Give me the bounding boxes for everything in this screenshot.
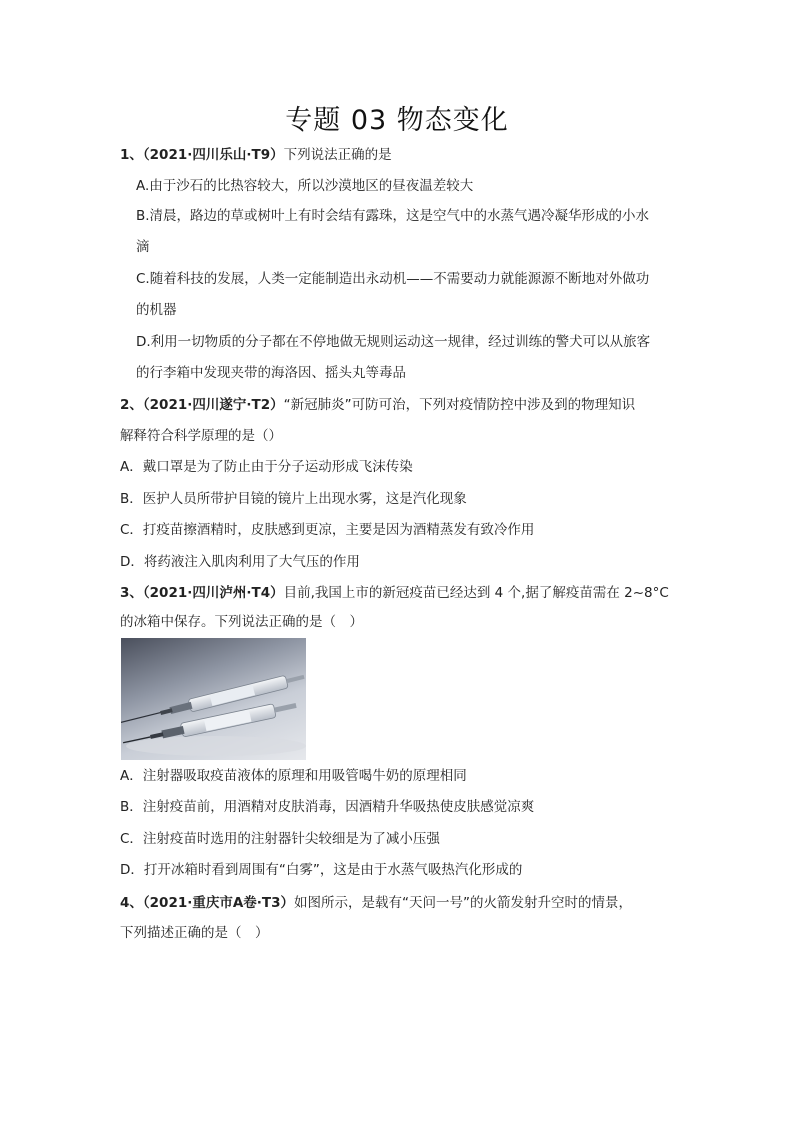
question-source: （2021·四川泸州·T4）	[142, 585, 284, 601]
question-source: （2021·四川乐山·T9）	[142, 147, 284, 163]
question-text: 下列说法正确的是	[283, 147, 392, 163]
q1-option-d: D.利用一切物质的分子都在不停地做无规则运动这一规律，经过训练的警犬可以从旅客	[136, 334, 651, 350]
q3-option-c: C．注射疫苗时选用的注射器针尖较细是为了减小压强	[120, 831, 440, 847]
q1-option-a: A.由于沙石的比热容较大，所以沙漠地区的昼夜温差较大	[136, 178, 474, 194]
page-title: 专题 03 物态变化	[285, 105, 509, 136]
question-4-stem	[120, 893, 680, 913]
question-number: 2、	[120, 397, 143, 413]
question-source: （2021·四川遂宁·T2）	[142, 397, 284, 413]
q2-option-c: C．打疫苗擦酒精时，皮肤感到更凉，主要是因为酒精蒸发有致冷作用	[120, 522, 535, 538]
question-2-stem	[120, 395, 680, 415]
q3-option-d: D．打开冰箱时看到周围有“白雾”，这是由于水蒸气吸热汽化形成的	[120, 862, 523, 878]
q2-option-a: A．戴口罩是为了防止由于分子运动形成飞沫传染	[120, 459, 413, 475]
syringe-illustration	[121, 638, 306, 760]
question-text: 如图所示，是载有“天问一号”的火箭发射升空时的情景，	[294, 895, 633, 911]
question-number: 3、	[120, 585, 143, 601]
q2-option-b: B．医护人员所带护目镜的镜片上出现水雾，这是汽化现象	[120, 491, 467, 507]
question-1-stem	[120, 145, 680, 165]
question-3-stem-cont: 的冰箱中保存。下列说法正确的是（ ）	[120, 614, 363, 630]
q1-option-b-cont: 滴	[136, 239, 150, 255]
vaccine-syringe-photo	[121, 638, 306, 760]
q1-option-b: B.清晨，路边的草或树叶上有时会结有露珠，这是空气中的水蒸气遇冷凝华形成的小水	[136, 208, 650, 224]
q1-option-c-cont: 的机器	[136, 302, 177, 318]
q3-option-b: B．注射疫苗前，用酒精对皮肤消毒，因酒精升华吸热使皮肤感觉凉爽	[120, 799, 535, 815]
question-2-stem-cont: 解释符合科学原理的是（）	[120, 428, 282, 444]
q2-option-d: D．将药液注入肌肉利用了大气压的作用	[120, 554, 360, 570]
q1-option-c: C.随着科技的发展，人类一定能制造出永动机——不需要动力就能源源不断地对外做功	[136, 271, 650, 287]
question-source: （2021·重庆市A卷·T3）	[142, 895, 295, 911]
q1-option-d-cont: 的行李箱中发现夹带的海洛因、摇头丸等毒品	[136, 365, 406, 381]
question-3-stem	[120, 583, 680, 603]
q3-option-a: A．注射器吸取疫苗液体的原理和用吸管喝牛奶的原理相同	[120, 768, 467, 784]
question-number: 1、	[120, 147, 143, 163]
question-text: 目前,我国上市的新冠疫苗已经达到 4 个,据了解疫苗需在 2~8°C	[283, 585, 669, 601]
question-4-stem-cont: 下列描述正确的是（ ）	[120, 925, 269, 941]
question-text: “新冠肺炎”可防可治，下列对疫情防控中涉及到的物理知识	[283, 397, 636, 413]
question-number: 4、	[120, 895, 143, 911]
